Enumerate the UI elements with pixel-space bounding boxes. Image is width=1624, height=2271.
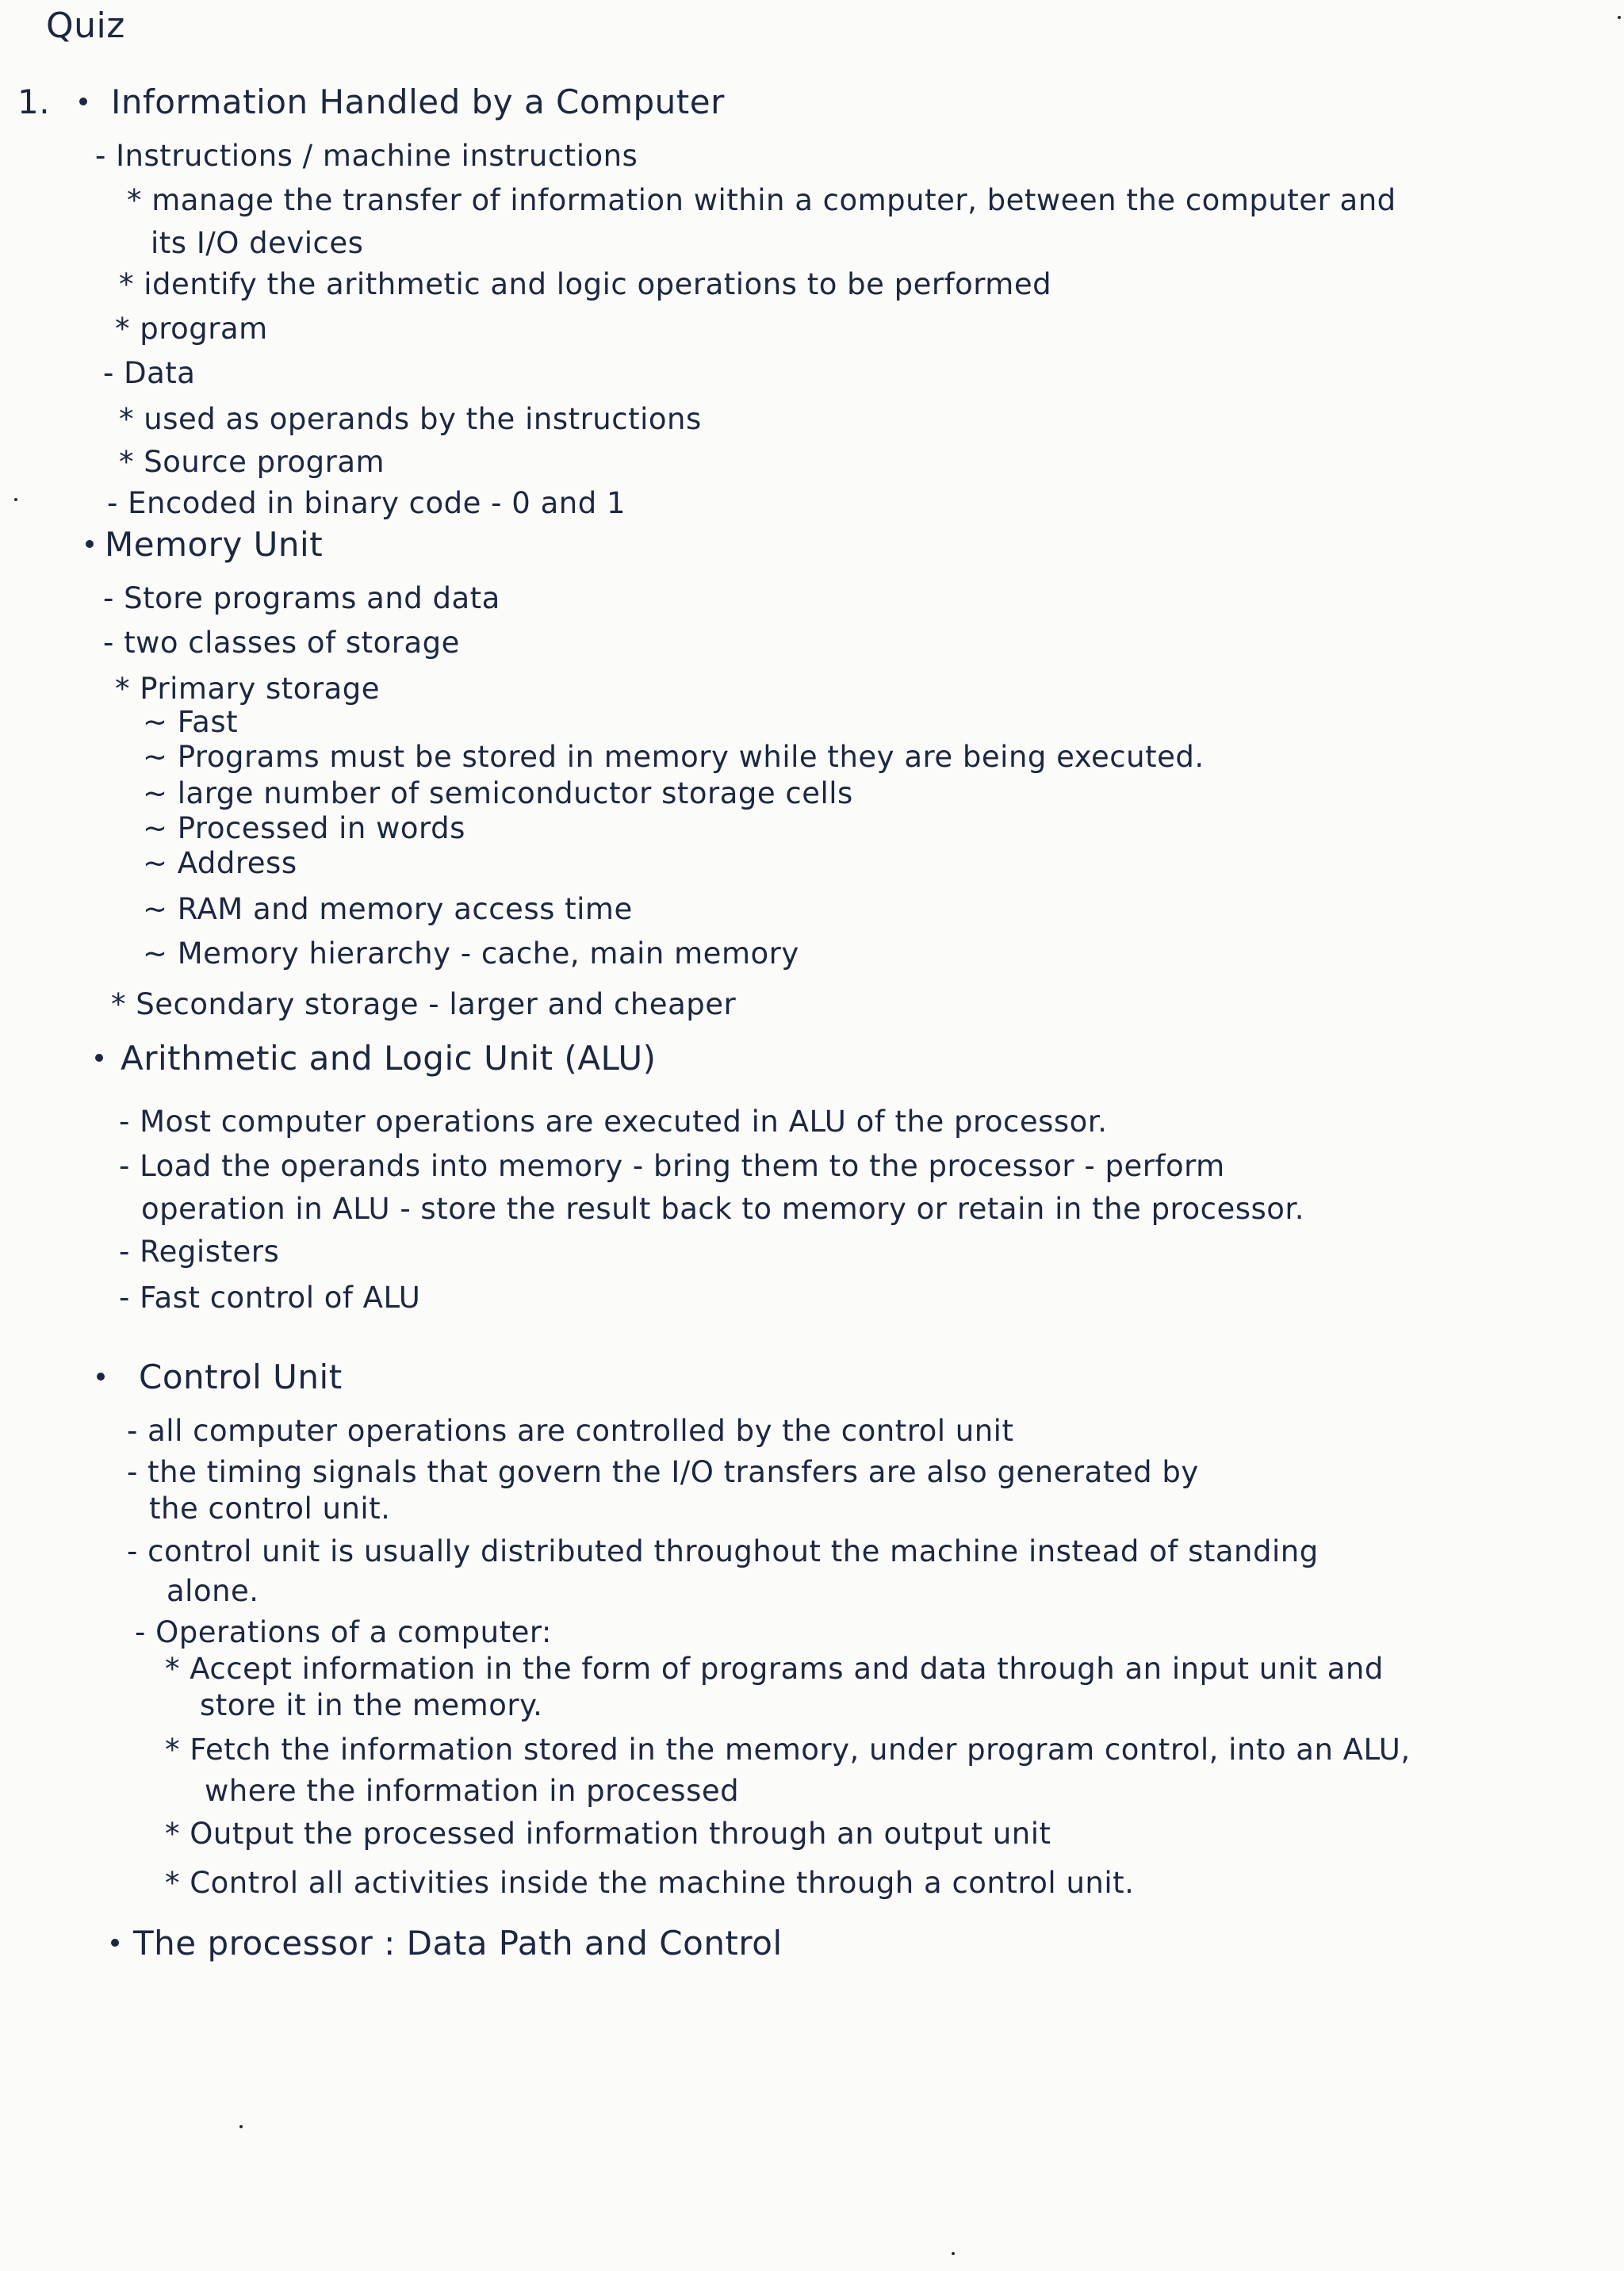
note-line: - all computer operations are controlled by the control unit [127, 1414, 1014, 1448]
note-line: - the timing signals that govern the I/O transfers are also generated by [127, 1455, 1199, 1489]
note-line: its I/O devices [151, 226, 364, 260]
paper-speck [1618, 16, 1621, 19]
note-line: - Load the operands into memory - bring them to the processor - perform [119, 1149, 1225, 1183]
section-heading-memory: Memory Unit [105, 525, 324, 564]
note-line: where the information in processed [205, 1774, 740, 1808]
section-heading-alu: Arithmetic and Logic Unit (ALU) [121, 1039, 657, 1078]
paper-speck [14, 498, 17, 501]
note-line: - Registers [119, 1235, 280, 1269]
page-title: Quiz [46, 6, 125, 46]
note-line: - Operations of a computer: [135, 1615, 552, 1649]
note-line: - control unit is usually distributed throughout the machine instead of standing [127, 1534, 1319, 1568]
section-heading-information: Information Handled by a Computer [111, 82, 725, 121]
note-line: ~ Programs must be stored in memory while they are being executed. [143, 740, 1205, 774]
note-line: - Instructions / machine instructions [95, 139, 638, 173]
bullet-dot [79, 98, 87, 105]
note-line: ~ Processed in words [143, 811, 465, 845]
bullet-dot [111, 1939, 119, 1947]
note-line: * Accept information in the form of programs and data through an input unit and [165, 1652, 1384, 1686]
note-line: the control unit. [149, 1492, 391, 1526]
note-line: ~ Address [143, 846, 297, 880]
note-line: operation in ALU - store the result back to memory or retain in the processor. [141, 1192, 1304, 1226]
note-line: * Source program [119, 445, 385, 479]
note-line: * Control all activities inside the machine through a control unit. [165, 1866, 1135, 1900]
bullet-dot [86, 540, 94, 548]
note-line: - Data [103, 356, 196, 390]
note-line: - Encoded in binary code - 0 and 1 [107, 486, 626, 520]
note-line: - Store programs and data [103, 581, 500, 615]
note-line: * Secondary storage - larger and cheaper [111, 987, 737, 1021]
note-line: ~ large number of semiconductor storage cells [143, 776, 853, 810]
note-line: * identify the arithmetic and logic operations to be performed [119, 267, 1052, 301]
note-line: alone. [167, 1574, 259, 1608]
note-line: * used as operands by the instructions [119, 402, 702, 436]
bullet-dot [97, 1373, 105, 1381]
note-line: * program [115, 312, 268, 346]
note-line: * manage the transfer of information within a computer, between the computer and [127, 183, 1396, 217]
note-line: ~ Memory hierarchy - cache, main memory [143, 936, 799, 971]
note-line: * Fetch the information stored in the memory, under program control, into an ALU, [165, 1733, 1411, 1767]
note-line: ~ RAM and memory access time [143, 892, 633, 926]
question-number: 1. [17, 82, 51, 121]
note-line: * Primary storage [115, 672, 381, 706]
paper-speck [239, 2125, 243, 2128]
paper-speck [952, 2252, 955, 2255]
note-line: ~ Fast [143, 705, 239, 739]
section-heading-control: Control Unit [139, 1358, 343, 1396]
note-line: - Most computer operations are executed in ALU of the processor. [119, 1105, 1108, 1139]
note-line: - Fast control of ALU [119, 1281, 421, 1315]
bullet-dot [95, 1054, 103, 1062]
note-line: store it in the memory. [200, 1688, 543, 1722]
section-heading-processor: The processor : Data Path and Control [133, 1924, 783, 1963]
note-line: * Output the processed information through an output unit [165, 1817, 1051, 1851]
note-line: - two classes of storage [103, 626, 460, 660]
